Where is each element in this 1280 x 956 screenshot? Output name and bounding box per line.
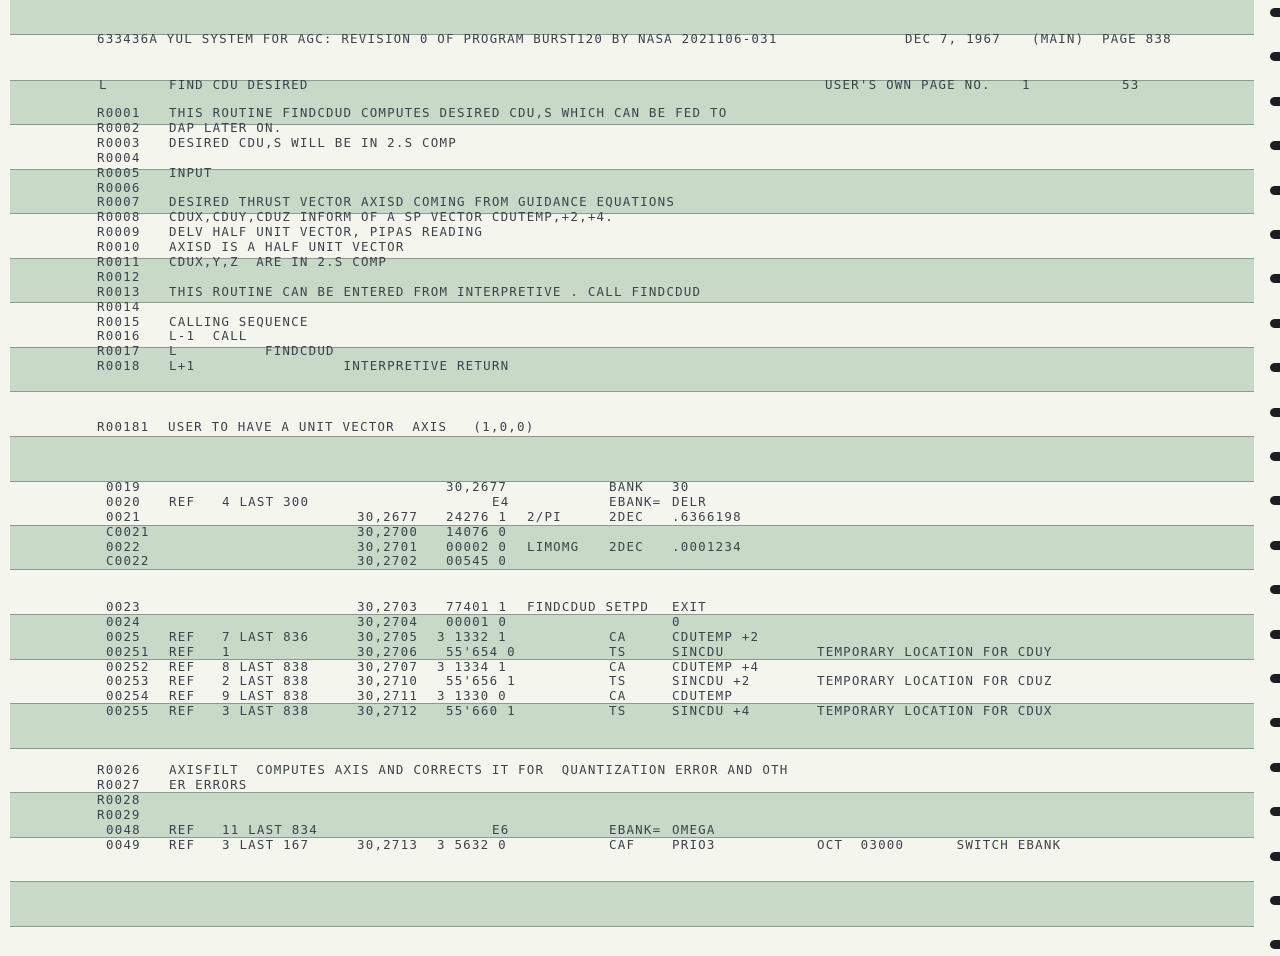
code-operand: CDUTEMP +4 — [672, 659, 760, 674]
code-address: 30,2710 — [357, 673, 419, 688]
greenbar-band — [10, 703, 1254, 748]
code-operand: OMEGA — [672, 822, 716, 837]
greenbar-rule — [10, 881, 1254, 882]
code-opcode: 2DEC — [609, 509, 644, 524]
code-word: E4 — [492, 494, 510, 509]
comment-line-id: R0011 — [97, 254, 141, 269]
comment-line-id: R0008 — [97, 209, 141, 224]
code-word: 3 1332 1 — [437, 629, 507, 644]
greenbar-rule — [10, 614, 1254, 615]
comment-line-text: THIS ROUTINE FINDCDUD COMPUTES DESIRED CDU,S WHICH CAN BE FED TO — [169, 105, 728, 120]
comment-line-text: AXISD IS A HALF UNIT VECTOR — [169, 239, 405, 254]
code-operand: SINCDU +4 — [672, 703, 751, 718]
feed-hole — [1270, 274, 1280, 283]
code-word: E6 — [492, 822, 510, 837]
page-code: 53 — [1122, 77, 1140, 92]
comment-line-id: R0002 — [97, 120, 141, 135]
code-line-number: 0025 — [106, 629, 141, 644]
comment-line-id: R0013 — [97, 284, 141, 299]
code-word: 24276 1 — [446, 509, 508, 524]
feed-hole — [1270, 674, 1280, 683]
feed-hole — [1270, 718, 1280, 727]
code-ref-location: 3 LAST 838 — [222, 703, 310, 718]
code-opcode: EBANK= — [609, 494, 662, 509]
code-opcode: CA — [609, 688, 627, 703]
printout-header-main: (MAIN) — [1032, 31, 1085, 46]
comment-line-id: R0017 — [97, 343, 141, 358]
code-operand: CDUTEMP +2 — [672, 629, 760, 644]
code-address: 30,2705 — [357, 629, 419, 644]
code-opcode: CA — [609, 629, 627, 644]
feed-hole — [1270, 8, 1280, 17]
comment-line-text: AXISFILT COMPUTES AXIS AND CORRECTS IT FOR QUANTIZATION ERROR AND OTH — [169, 762, 789, 777]
greenbar-rule — [10, 302, 1254, 303]
feed-hole — [1270, 807, 1280, 816]
code-word: 3 5632 0 — [437, 837, 507, 852]
feed-hole — [1270, 230, 1280, 239]
code-ref: REF — [169, 837, 196, 852]
code-word: 3 1334 1 — [437, 659, 507, 674]
code-opcode: CA — [609, 659, 627, 674]
code-label: FINDCDUD SETPD — [527, 599, 650, 614]
code-line-number: C0022 — [106, 553, 150, 568]
greenbar-band — [10, 0, 1254, 34]
greenbar-rule — [10, 748, 1254, 749]
code-ref-location: 2 LAST 838 — [222, 673, 310, 688]
feed-hole — [1270, 408, 1280, 417]
comment-line-text: L+1 INTERPRETIVE RETURN — [169, 358, 510, 373]
code-line-number: 0021 — [106, 509, 141, 524]
code-word: 30,2677 — [446, 479, 508, 494]
greenbar-rule — [10, 659, 1254, 660]
code-ref: REF — [169, 659, 196, 674]
code-address: 30,2711 — [357, 688, 419, 703]
code-line-number: 0019 — [106, 479, 141, 494]
code-ref-location: 4 LAST 300 — [222, 494, 310, 509]
greenbar-rule — [10, 703, 1254, 704]
comment-line-id: R0027 — [97, 777, 141, 792]
code-word: 00001 0 — [446, 614, 508, 629]
code-ref-location: 3 LAST 167 — [222, 837, 310, 852]
comment-line-id: R0005 — [97, 165, 141, 180]
code-operand: DELR — [672, 494, 707, 509]
code-operand: PRIO3 — [672, 837, 716, 852]
code-comment: TEMPORARY LOCATION FOR CDUX — [817, 703, 1053, 718]
code-ref: REF — [169, 703, 196, 718]
code-address: 30,2706 — [357, 644, 419, 659]
feed-hole — [1270, 186, 1280, 195]
greenbar-rule — [10, 569, 1254, 570]
code-word: 00545 0 — [446, 553, 508, 568]
comment-line-id: R0028 — [97, 792, 141, 807]
code-ref-location: 11 LAST 834 — [222, 822, 318, 837]
code-ref-location: 8 LAST 838 — [222, 659, 310, 674]
section-title: FIND CDU DESIRED — [169, 77, 309, 92]
code-ref-location: 1 — [222, 644, 231, 659]
feed-hole — [1270, 141, 1280, 150]
comment-line-text: DESIRED CDU,S WILL BE IN 2.S COMP — [169, 135, 457, 150]
code-word: 55'656 1 — [446, 673, 516, 688]
comment-line-id: R0003 — [97, 135, 141, 150]
code-word: 77401 1 — [446, 599, 508, 614]
code-word: 3 1330 0 — [437, 688, 507, 703]
code-opcode: TS — [609, 703, 627, 718]
code-word: 00002 0 — [446, 539, 508, 554]
comment-line-id: R0007 — [97, 194, 141, 209]
feed-hole — [1270, 852, 1280, 861]
code-word: 14076 0 — [446, 524, 508, 539]
feed-hole — [1270, 585, 1280, 594]
feed-hole — [1270, 452, 1280, 461]
printout-header-date: DEC 7, 1967 — [905, 31, 1001, 46]
comment-line-text: L-1 CALL — [169, 328, 248, 343]
code-operand: SINCDU +2 — [672, 673, 751, 688]
feed-hole — [1270, 896, 1280, 905]
feed-hole — [1270, 97, 1280, 106]
comment-line-text: DELV HALF UNIT VECTOR, PIPAS READING — [169, 224, 484, 239]
comment-line-text: DESIRED THRUST VECTOR AXISD COMING FROM GUIDANCE EQUATIONS — [169, 194, 676, 209]
code-operand: SINCDU — [672, 644, 725, 659]
code-label: 2/PI — [527, 509, 562, 524]
code-line-number: 00254 — [106, 688, 150, 703]
greenbar-band — [10, 881, 1254, 926]
comment-line-id: R0001 — [97, 105, 141, 120]
code-address: 30,2712 — [357, 703, 419, 718]
comment-line-text: CDUX,CDUY,CDUZ INFORM OF A SP VECTOR CDUTEMP,+2,+4. — [169, 209, 615, 224]
greenbar-rule — [10, 792, 1254, 793]
code-line-number: 0048 — [106, 822, 141, 837]
comment-line-text: INPUT — [169, 165, 213, 180]
code-line-number: 0020 — [106, 494, 141, 509]
code-operand: .6366198 — [672, 509, 742, 524]
comment-line-id: R0006 — [97, 180, 141, 195]
code-word: 55'660 1 — [446, 703, 516, 718]
greenbar-rule — [10, 436, 1254, 437]
comment-line-id: R0009 — [97, 224, 141, 239]
code-opcode: TS — [609, 673, 627, 688]
code-address: 30,2702 — [357, 553, 419, 568]
code-address: 30,2677 — [357, 509, 419, 524]
greenbar-rule — [10, 926, 1254, 927]
code-operand: 30 — [672, 479, 690, 494]
comment-line-id: R0018 — [97, 358, 141, 373]
user-page-number: 1 — [1022, 77, 1031, 92]
code-ref: REF — [169, 494, 196, 509]
comment-line-id: R0029 — [97, 807, 141, 822]
code-ref: REF — [169, 644, 196, 659]
section-column-marker: L — [99, 77, 108, 92]
comment-line-text: DAP LATER ON. — [169, 120, 283, 135]
comment-line-text: CALLING SEQUENCE — [169, 314, 309, 329]
feed-hole — [1270, 319, 1280, 328]
code-ref: REF — [169, 673, 196, 688]
code-address: 30,2701 — [357, 539, 419, 554]
code-operand: CDUTEMP — [672, 688, 734, 703]
feed-hole — [1270, 630, 1280, 639]
comment-line-id: R0004 — [97, 150, 141, 165]
greenbar-band — [10, 614, 1254, 659]
code-ref: REF — [169, 688, 196, 703]
greenbar-rule — [10, 391, 1254, 392]
code-label: LIMOMG — [527, 539, 580, 554]
note-line-id: R00181 — [97, 419, 150, 434]
code-opcode: BANK — [609, 479, 644, 494]
code-address: 30,2700 — [357, 524, 419, 539]
code-opcode: EBANK= — [609, 822, 662, 837]
code-opcode: 2DEC — [609, 539, 644, 554]
comment-line-id: R0016 — [97, 328, 141, 343]
feed-hole — [1270, 763, 1280, 772]
code-address: 30,2704 — [357, 614, 419, 629]
comment-line-text: L FINDCDUD — [169, 343, 335, 358]
code-ref-location: 9 LAST 838 — [222, 688, 310, 703]
greenbar-band — [10, 436, 1254, 481]
comment-line-text: CDUX,Y,Z ARE IN 2.S COMP — [169, 254, 388, 269]
code-line-number: 00253 — [106, 673, 150, 688]
feed-hole — [1270, 940, 1280, 949]
feed-hole — [1270, 496, 1280, 505]
code-line-number: 0023 — [106, 599, 141, 614]
code-operand: .0001234 — [672, 539, 742, 554]
comment-line-id: R0014 — [97, 299, 141, 314]
feed-hole — [1270, 363, 1280, 372]
comment-line-id: R0015 — [97, 314, 141, 329]
code-ref: REF — [169, 822, 196, 837]
greenbar-rule — [10, 525, 1254, 526]
note-line-text: USER TO HAVE A UNIT VECTOR AXIS (1,0,0) — [168, 419, 535, 434]
code-address: 30,2713 — [357, 837, 419, 852]
user-page-label: USER'S OWN PAGE NO. — [825, 77, 991, 92]
code-address: 30,2703 — [357, 599, 419, 614]
code-operand: 0 — [672, 614, 681, 629]
code-ref-location: 7 LAST 836 — [222, 629, 310, 644]
code-line-number: 0049 — [106, 837, 141, 852]
code-word: 55'654 0 — [446, 644, 516, 659]
code-comment: TEMPORARY LOCATION FOR CDUY — [817, 644, 1053, 659]
code-opcode: TS — [609, 644, 627, 659]
code-line-number: C0021 — [106, 524, 150, 539]
code-line-number: 00252 — [106, 659, 150, 674]
comment-line-id: R0012 — [97, 269, 141, 284]
code-opcode: CAF — [609, 837, 636, 852]
code-line-number: 00251 — [106, 644, 150, 659]
comment-line-id: R0026 — [97, 762, 141, 777]
code-line-number: 0022 — [106, 539, 141, 554]
code-comment: OCT 03000 SWITCH EBANK — [817, 837, 1062, 852]
feed-hole — [1270, 541, 1280, 550]
code-ref: REF — [169, 629, 196, 644]
code-address: 30,2707 — [357, 659, 419, 674]
code-line-number: 00255 — [106, 703, 150, 718]
code-comment: TEMPORARY LOCATION FOR CDUZ — [817, 673, 1053, 688]
code-line-number: 0024 — [106, 614, 141, 629]
feed-hole — [1270, 52, 1280, 61]
comment-line-text: THIS ROUTINE CAN BE ENTERED FROM INTERPRETIVE . CALL FINDCDUD — [169, 284, 702, 299]
comment-line-text: ER ERRORS — [169, 777, 248, 792]
comment-line-id: R0010 — [97, 239, 141, 254]
printout-header-page: PAGE 838 — [1102, 31, 1172, 46]
code-operand: EXIT — [672, 599, 707, 614]
printout-header-title: 633436A YUL SYSTEM FOR AGC: REVISION 0 OF PROGRAM BURST120 BY NASA 2021106-031 — [97, 31, 778, 46]
